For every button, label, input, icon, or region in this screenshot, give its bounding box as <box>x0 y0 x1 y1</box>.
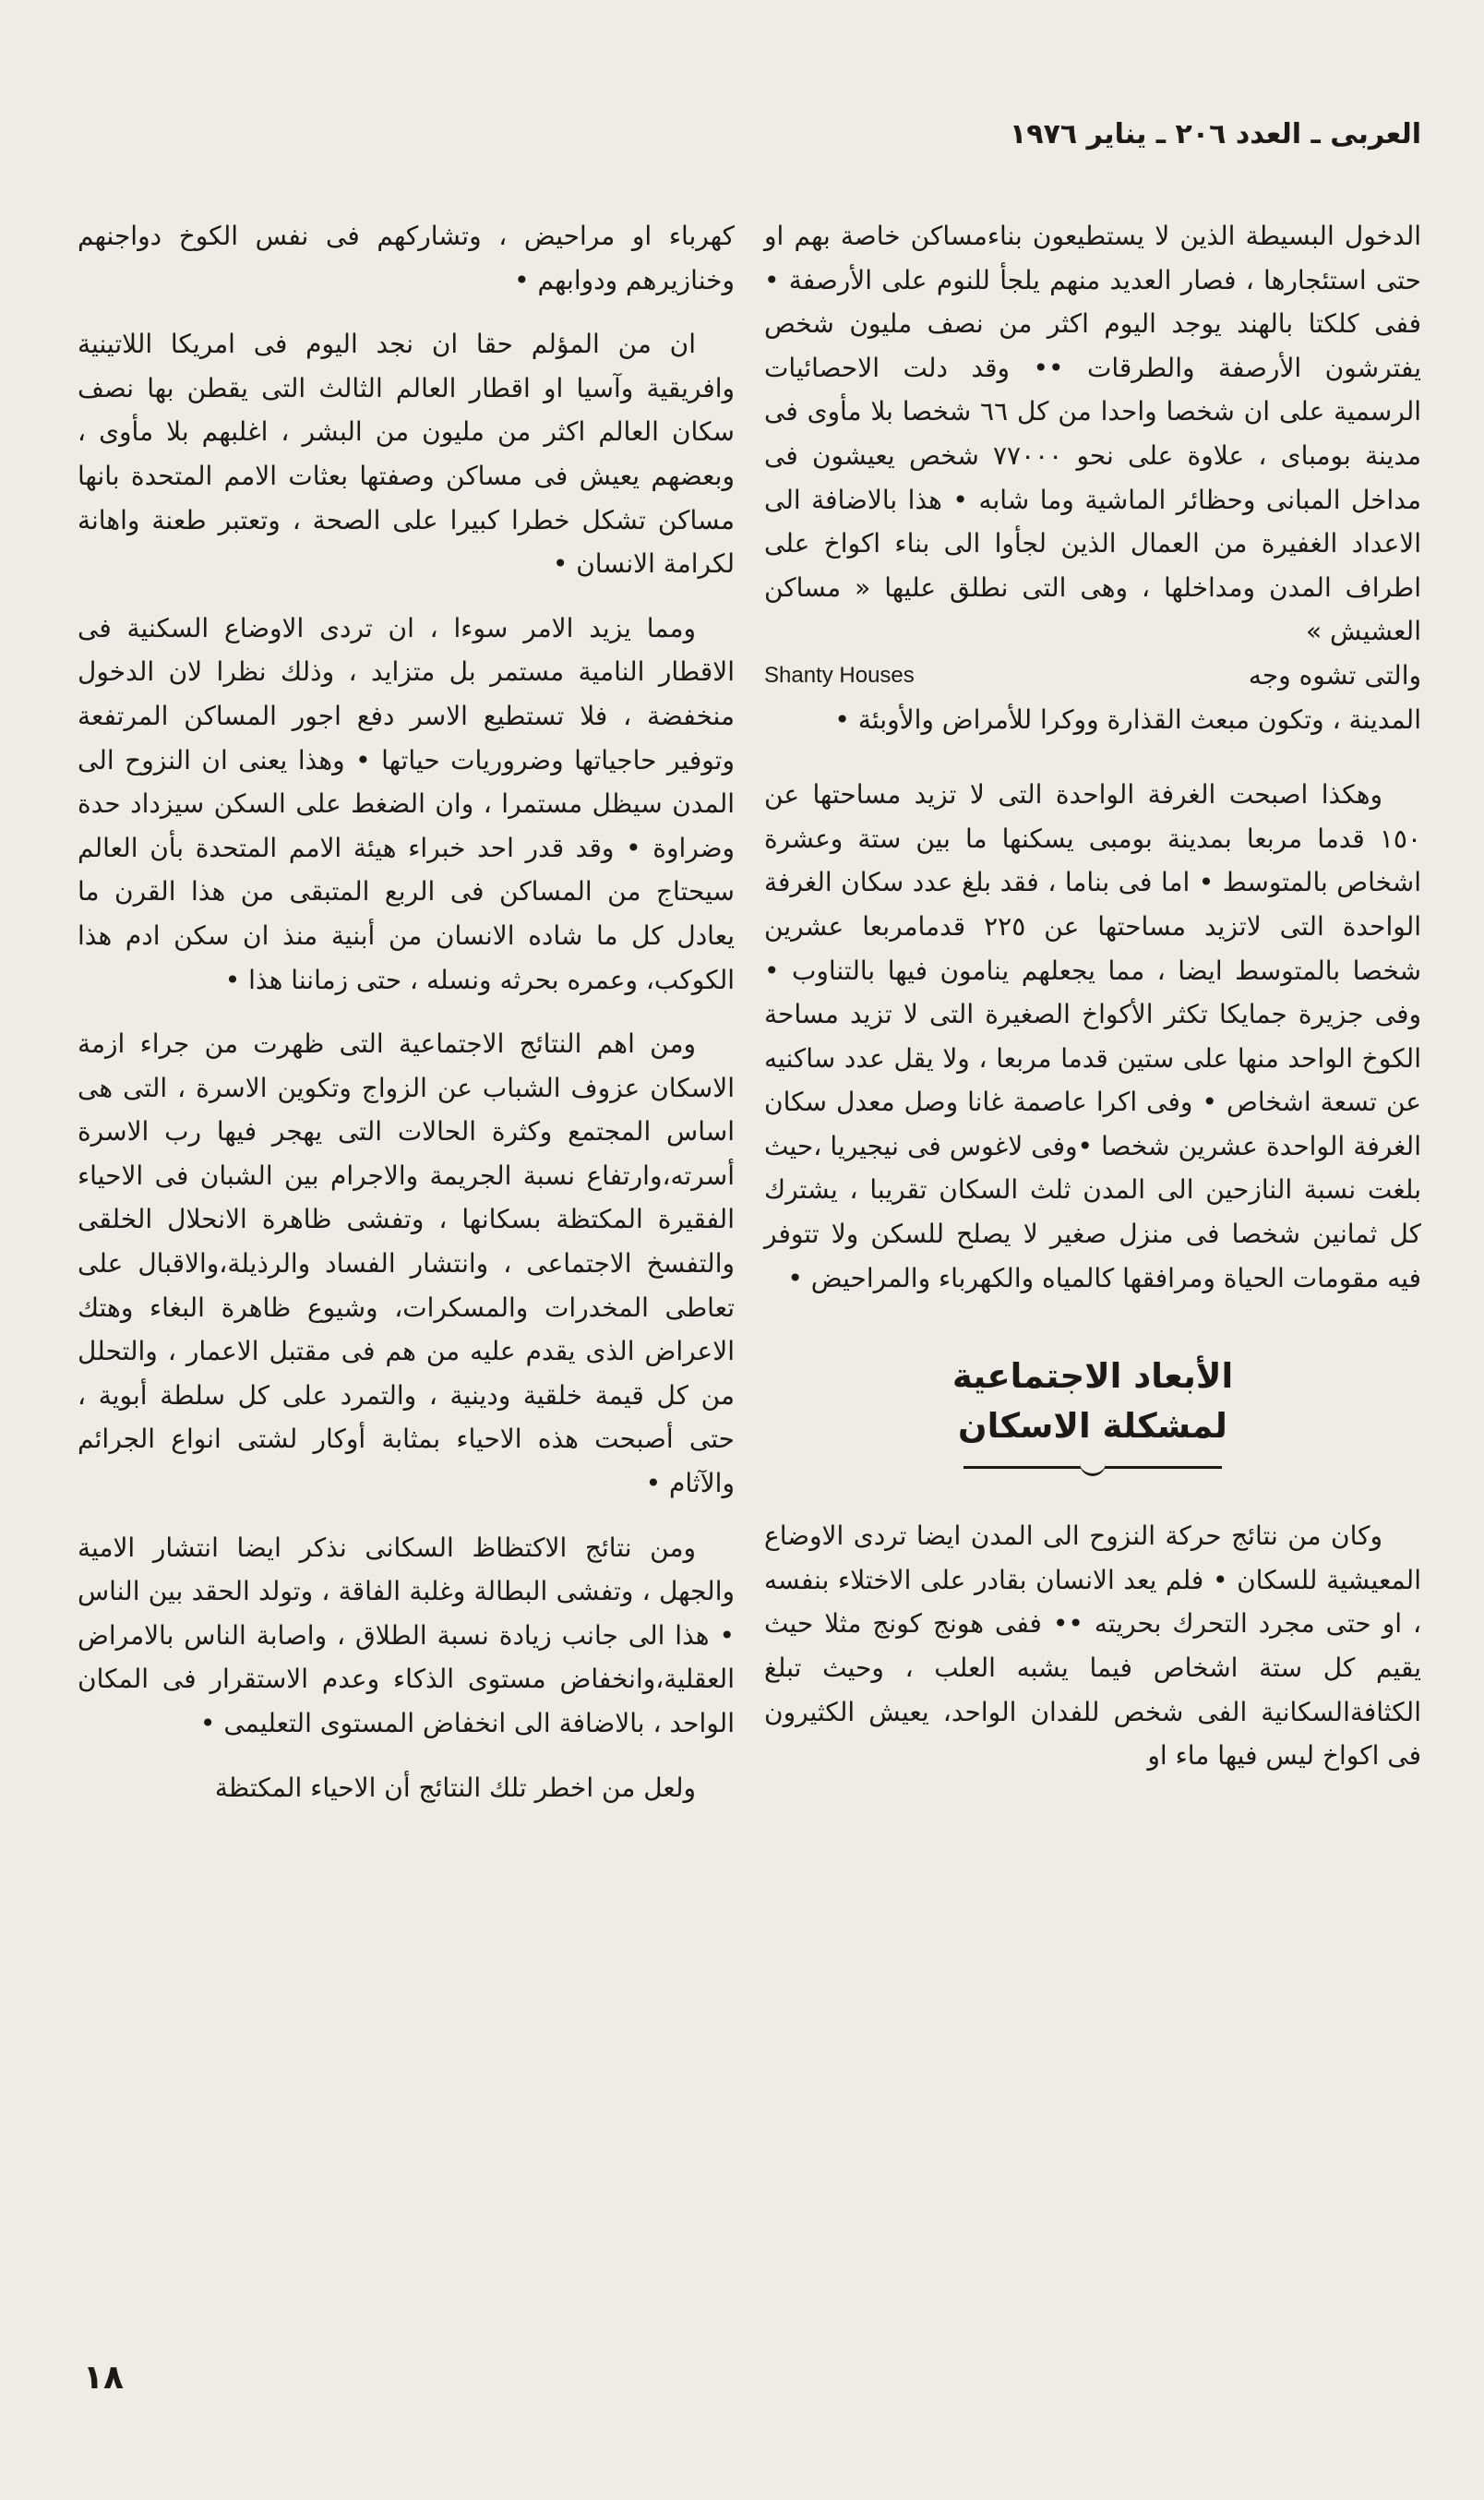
page-number: ١٨ <box>83 2359 124 2397</box>
running-head: العربى ـ العدد ٢٠٦ ـ يناير ١٩٧٦ <box>1009 118 1421 150</box>
paragraph <box>764 773 1421 1300</box>
paragraph-text: والتى تشوه وجه <box>1248 659 1421 691</box>
paragraph-text: وكان من نتائج حركة النزوح الى المدن ايضا تردى الاوضاع المعيشية للسكان • فلم يعد الانسان بقادر على الاختلاء بنفسه ، او حتى مجرد التحرك بحريته •• ففى هونج كونج مثلا حيث يقيم كل ستة اشخاص فيما يشبه العلب ، وحيث تبلغ الكثافةالسكانية الفى شخص للفدان الواحد، يعيش الكثيرون فى اكواخ ليس فيها ماء او <box>764 1520 1421 1772</box>
paragraph: ان من المؤلم حقا ان نجد اليوم فى امريكا اللاتينية وافريقية وآسيا او اقطار العالم الثالث التى يقطن بها نصف سكان العالم اكثر من مليون من البشر ، اغلبهم بلا مأوى ، وبعضهم يعيش فى مساكن وصفتها بعثات الامم المتحدة بانها مساكن تشكل خطرا كبيرا على الصحة ، وتعتبر طعنة واهانة لكرامة الانسان • <box>78 329 735 580</box>
paragraph <box>764 214 1421 654</box>
paragraph: كهرباء او مراحيض ، وتشاركهم فى نفس الكوخ دواجنهم وخنازيرهم ودوابهم • <box>78 221 735 295</box>
section-heading-line: الأبعاد الاجتماعية <box>951 1356 1234 1397</box>
latin-term: Shanty Houses <box>764 662 915 688</box>
paragraph: ومن نتائج الاكتظاظ السكانى نذكر ايضا انتشار الامية والجهل ، وتفشى البطالة وغلبة الفاقة ، وتولد الحقد بين الناس • هذا الى جانب زيادة نسبة الطلاق ، واصابة الناس بالامراض العقلية،وانخفاض مستوى الذكاء وعدم الاستقرار فى المكان الواحد ، بالاضافة الى انخفاض المستوى التعليمى • <box>78 1532 735 1738</box>
section-heading-line: لمشكلة الاسكان <box>958 1406 1227 1447</box>
paragraph: ومن اهم النتائج الاجتماعية التى ظهرت من جراء ازمة الاسكان عزوف الشباب عن الزواج وتكوين الاسرة ، التى هى اساس المجتمع وكثرة الحالات التى يهجر فيها رب الاسرة أسرته،وارتفاع نسبة الجريمة والاجرام بين الشبان فى الاحياء الفقيرة المكتظة بسكانها ، وتفشى ظاهرة الانحلال الخلقى والتفسخ الاجتماعى ، وانتشار الفساد والرذيلة،والاقبال على تعاطى المخدرات والمسكرات، وشيوع ظاهرة البغاء وهتك الاعراض الذى يقدم عليه من هم فى مقتبل الاعمار ، والتحلل من كل قيمة خلقية ودينية ، والتمرد على كل سلطة أبوية ، حتى أصبحت هذه الاحياء بمثابة أوكار لشتى انواع الجرائم والآثام • <box>78 1028 735 1499</box>
shanty-houses-line <box>764 654 1421 698</box>
section-heading <box>764 1352 1421 1477</box>
paragraph: ومما يزيد الامر سوءا ، ان تردى الاوضاع السكنية فى الاقطار النامية مستمر بل متزايد ، وذلك نظرا لان الدخول منخفضة ، فلا تستطيع الاسر دفع اجور المساكن المرتفعة وتوفير حاجياتها وضروريات حياتها • وهذا يعنى ان النزوح الى المدن سيظل مستمرا ، وان الضغط على السكن سيزداد حدة وضراوة • وقد قدر احد خبراء هيئة الامم المتحدة بأن العالم سيحتاج من المساكن فى الربع المتبقى من هذا القرن ما يعادل كل ما شاده الانسان من أبنية منذ ان سكن ادم هذا الكوكب، وعمره بحرثه ونسله ، حتى زماننا هذا • <box>78 612 735 995</box>
left-column <box>78 214 735 1830</box>
heading-ornament <box>963 1457 1222 1477</box>
paragraph <box>764 1514 1421 1778</box>
paragraph-text: وهكذا اصبحت الغرفة الواحدة التى لا تزيد مساحتها عن ١٥٠ قدما مربعا بمدينة بومبى يسكنها ما بين ستة وعشرة اشخاص بالمتوسط • اما فى بناما ، فقد بلغ عدد سكان الغرفة الواحدة التى لاتزيد مساحتها عن ٢٢٥ قدمامربعا عشرين شخصا بالمتوسط ايضا ، مما يجعلهم ينامون فيها بالتناوب • وفى جزيرة جمايكا تكثر الأكواخ الصغيرة التى لا تزيد مساحة الكوخ الواحد منها على ستين قدما مربعا ، ولا يقل عدد ساكنيه عن تسعة اشخاص • وفى اكرا عاصمة غانا وصل معدل سكان الغرفة الواحدة عشرين شخصا •وفى لاغوس فى نيجيريا ،حيث بلغت نسبة النازحين الى المدن ثلث السكان تقريبا ، يشترك كل ثمانين شخصا فى منزل صغير لا يصلح للسكن ولا تتوفر فيه مقومات الحياة ومرافقها كالمياه والكهرباء والمراحيض • <box>764 779 1422 1293</box>
paragraph-text: المدينة ، وتكون مبعث القذارة ووكرا للأمراض والأوبئة • <box>834 703 1421 735</box>
paragraph <box>764 698 1421 742</box>
paragraph: ولعل من اخطر تلك النتائج أن الاحياء المكتظة <box>214 1772 696 1803</box>
right-column <box>764 214 1421 1798</box>
paragraph-text: الدخول البسيطة الذين لا يستطيعون بناءمساكن خاصة بهم او حتى استئجارها ، فصار العديد منهم يلجأ للنوم على الأرصفة • ففى كلكتا بالهند يوجد اليوم اكثر من نصف مليون شخص يفترشون الأرصفة والطرقات •• وقد دلت الاحصائيات الرسمية على ان شخصا واحدا من كل ٦٦ شخصا بلا مأوى فى مدينة بومباى ، علاوة على نحو ٧٧٠٠٠ شخص يعيشون فى مداخل المبانى وحظائر الماشية وما شابه • هذا بالاضافة الى الاعداد الغفيرة من العمال الذين لجأوا الى بناء اكواخ على اطراف المدن ومداخلها ، وهى التى نطلق عليها « مساكن العشيش » <box>764 221 1422 647</box>
